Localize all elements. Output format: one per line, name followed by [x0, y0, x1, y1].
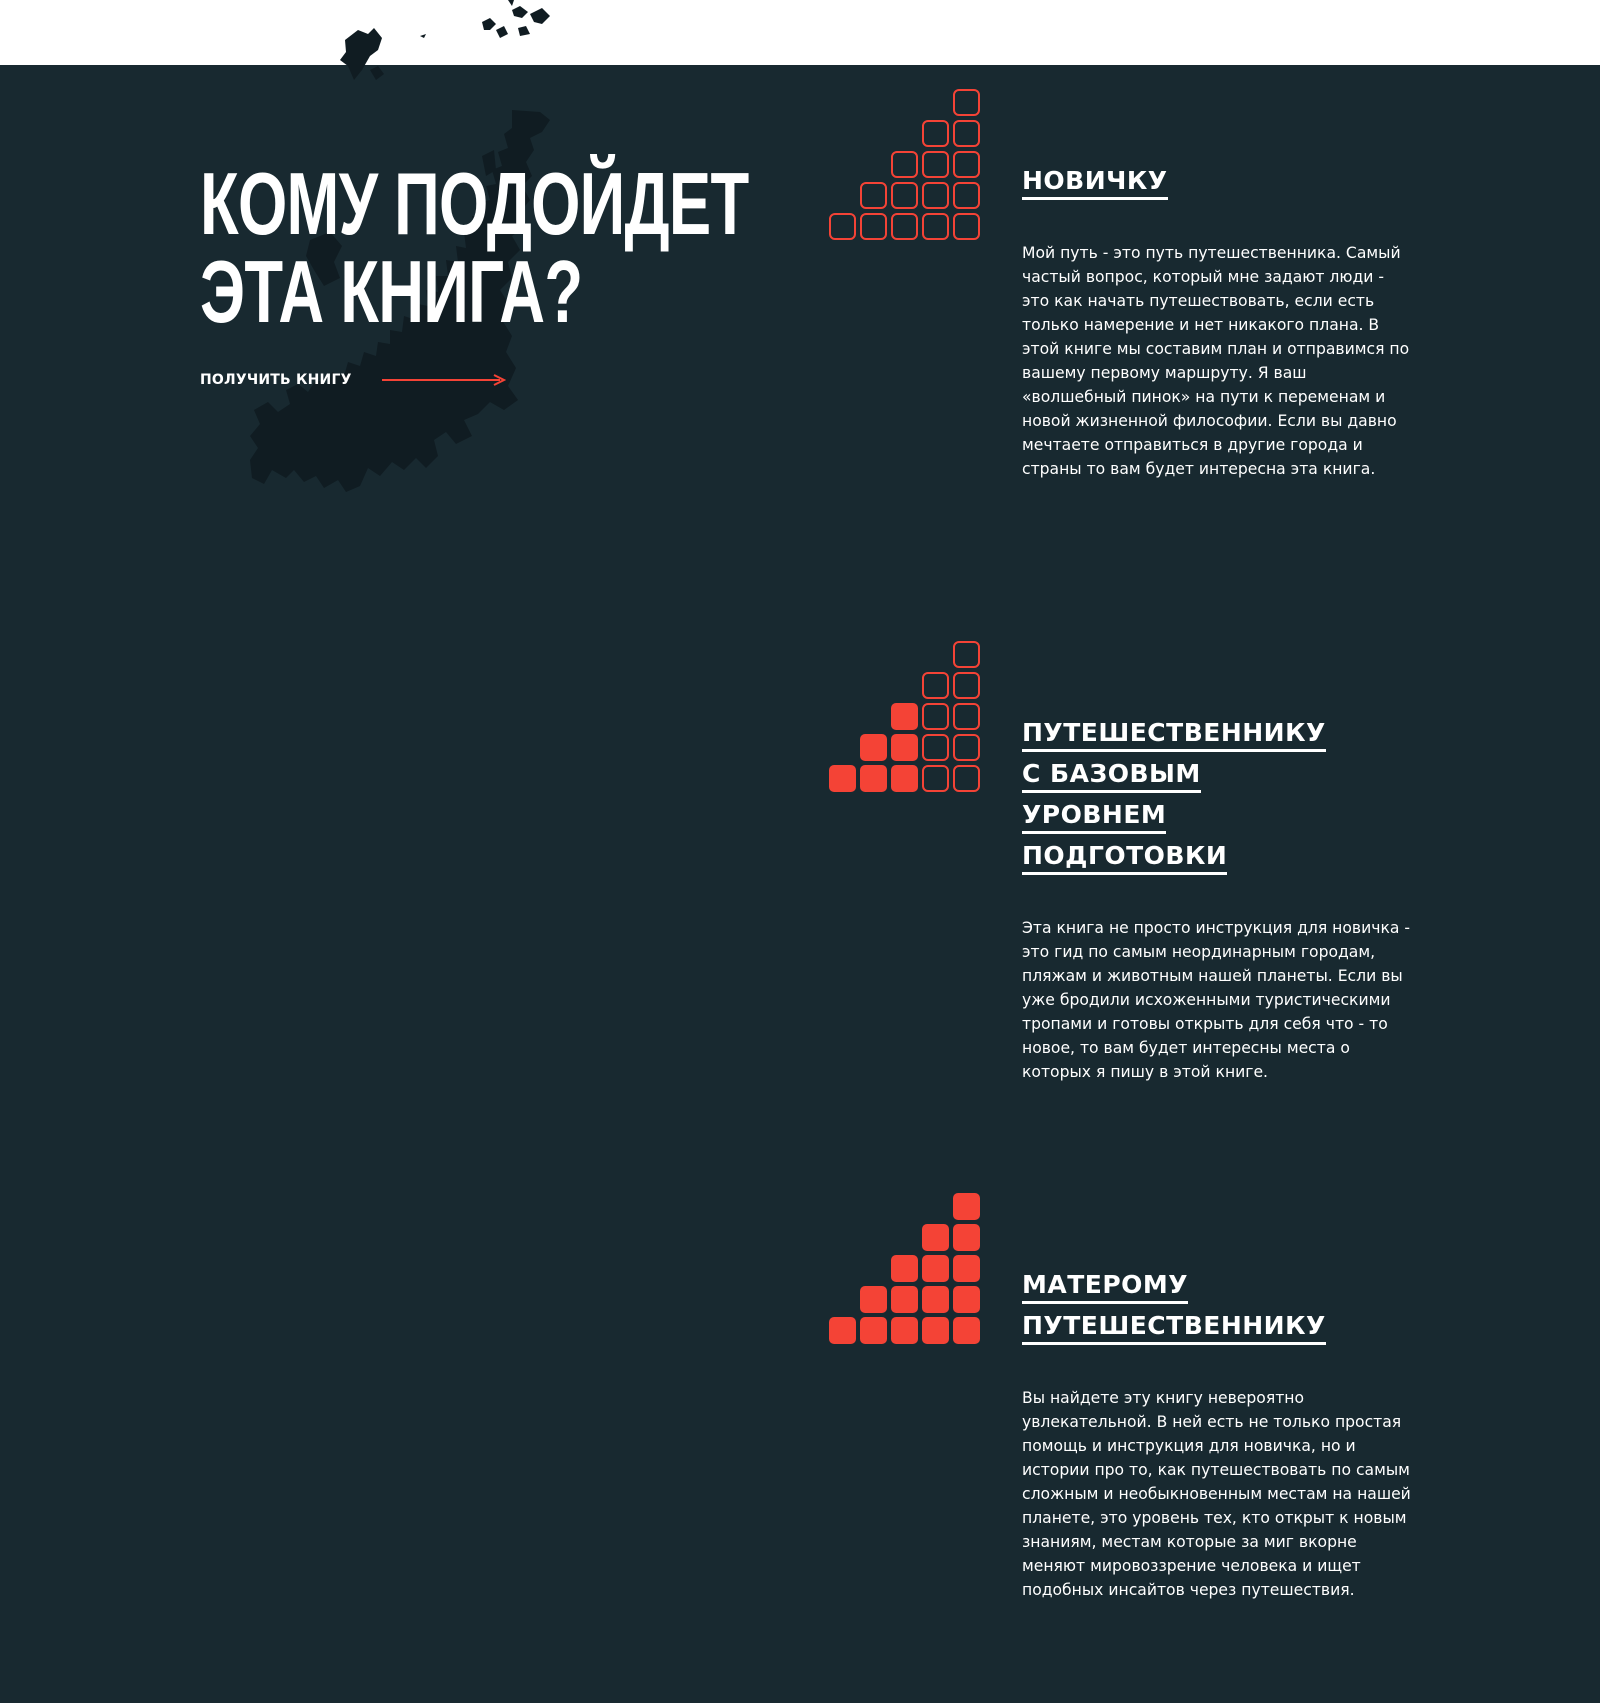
stair-square-outline [954, 152, 979, 177]
arrow-right-icon [382, 374, 506, 386]
stair-square-outline [954, 121, 979, 146]
stair-square-filled [860, 1317, 887, 1344]
stair-square-filled [953, 1286, 980, 1313]
stair-square-outline [923, 704, 948, 729]
page-title-line-2: ЭТА КНИГА? [200, 242, 583, 341]
level-intermediate-text [1022, 712, 1422, 1084]
stair-square-outline [892, 214, 917, 239]
level-stairs-icon [828, 1192, 982, 1346]
stair-square-filled [953, 1193, 980, 1220]
stair-square-filled [922, 1317, 949, 1344]
level-stairs-icon [828, 88, 982, 242]
stair-square-outline [923, 735, 948, 760]
level-description: Вы найдете эту книгу невероятно увлекательной. В ней есть не только простая помощь и инструкция для новичка, но и истории про то, как путешествовать по самым сложным и необыкновенным местам на нашей планете, это уровень тех, кто открыт к новым знаниям, местам которые за миг вкорне меняют мировоззрение человека и ищет подобных инсайтов через путешествия. [1022, 1389, 1411, 1599]
stair-square-outline [954, 673, 979, 698]
stair-square-filled [891, 734, 918, 761]
stair-square-outline [861, 183, 886, 208]
stair-square-filled [922, 1286, 949, 1313]
stair-square-filled [922, 1224, 949, 1251]
stair-square-filled [891, 703, 918, 730]
stair-square-outline [954, 766, 979, 791]
level-title: ПУТЕШЕСТВЕННИКУ С БАЗОВЫМ УРОВНЕМ ПОДГОТОВКИ [1022, 712, 1352, 876]
stair-square-outline [861, 214, 886, 239]
stair-square-filled [891, 1286, 918, 1313]
stair-square-filled [891, 1255, 918, 1282]
stair-square-outline [923, 214, 948, 239]
stair-square-outline [830, 214, 855, 239]
stair-square-outline [923, 183, 948, 208]
level-title: НОВИЧКУ [1022, 160, 1352, 201]
stair-square-filled [953, 1224, 980, 1251]
stair-square-outline [923, 121, 948, 146]
level-expert-text [1022, 1264, 1422, 1602]
stair-square-filled [953, 1255, 980, 1282]
stair-square-filled [891, 1317, 918, 1344]
stair-square-filled [860, 734, 887, 761]
get-book-link[interactable] [200, 372, 506, 388]
stair-square-filled [922, 1255, 949, 1282]
stair-square-outline [892, 152, 917, 177]
level-novice-text [1022, 160, 1422, 481]
stair-square-outline [954, 214, 979, 239]
stair-square-filled [860, 1286, 887, 1313]
stair-square-outline [954, 704, 979, 729]
stair-square-outline [954, 642, 979, 667]
level-title: МАТЕРОМУ ПУТЕШЕСТВЕННИКУ [1022, 1264, 1352, 1346]
stair-square-filled [829, 1317, 856, 1344]
stair-square-outline [954, 735, 979, 760]
level-stairs-icon [828, 640, 982, 794]
level-description: Эта книга не просто инструкция для новичка - это гид по самым неординарным городам, пляжам и животным нашей планеты. Если вы уже бродили исхоженными туристическими тропами и готовы открыть для себя что - то новое, то вам будет интересны места о которых я пишу в этой книге. [1022, 919, 1411, 1081]
stair-square-filled [891, 765, 918, 792]
top-strip [0, 0, 1600, 65]
stair-square-outline [892, 183, 917, 208]
stair-square-filled [860, 765, 887, 792]
page-title-line-1: КОМУ ПОДОЙДЕТ [200, 154, 749, 253]
stair-square-outline [954, 90, 979, 115]
stair-square-outline [923, 673, 948, 698]
level-description: Мой путь - это путь путешественника. Самый частый вопрос, который мне задают люди - это как начать путешествовать, если есть только намерение и нет никакого плана. В этой книге мы составим план и отправимся по вашему первому маршруту. Я ваш «волшебный пинок» на пути к переменам и новой жизненной философии. Если вы давно мечтаете отправиться в другие города и страны то вам будет интересна эта книга. [1022, 244, 1410, 478]
stair-square-outline [923, 152, 948, 177]
stair-square-outline [954, 183, 979, 208]
get-book-label: ПОЛУЧИТЬ КНИГУ [200, 372, 352, 388]
stair-square-outline [923, 766, 948, 791]
stair-square-filled [953, 1317, 980, 1344]
stair-square-filled [829, 765, 856, 792]
page-title [200, 154, 749, 341]
